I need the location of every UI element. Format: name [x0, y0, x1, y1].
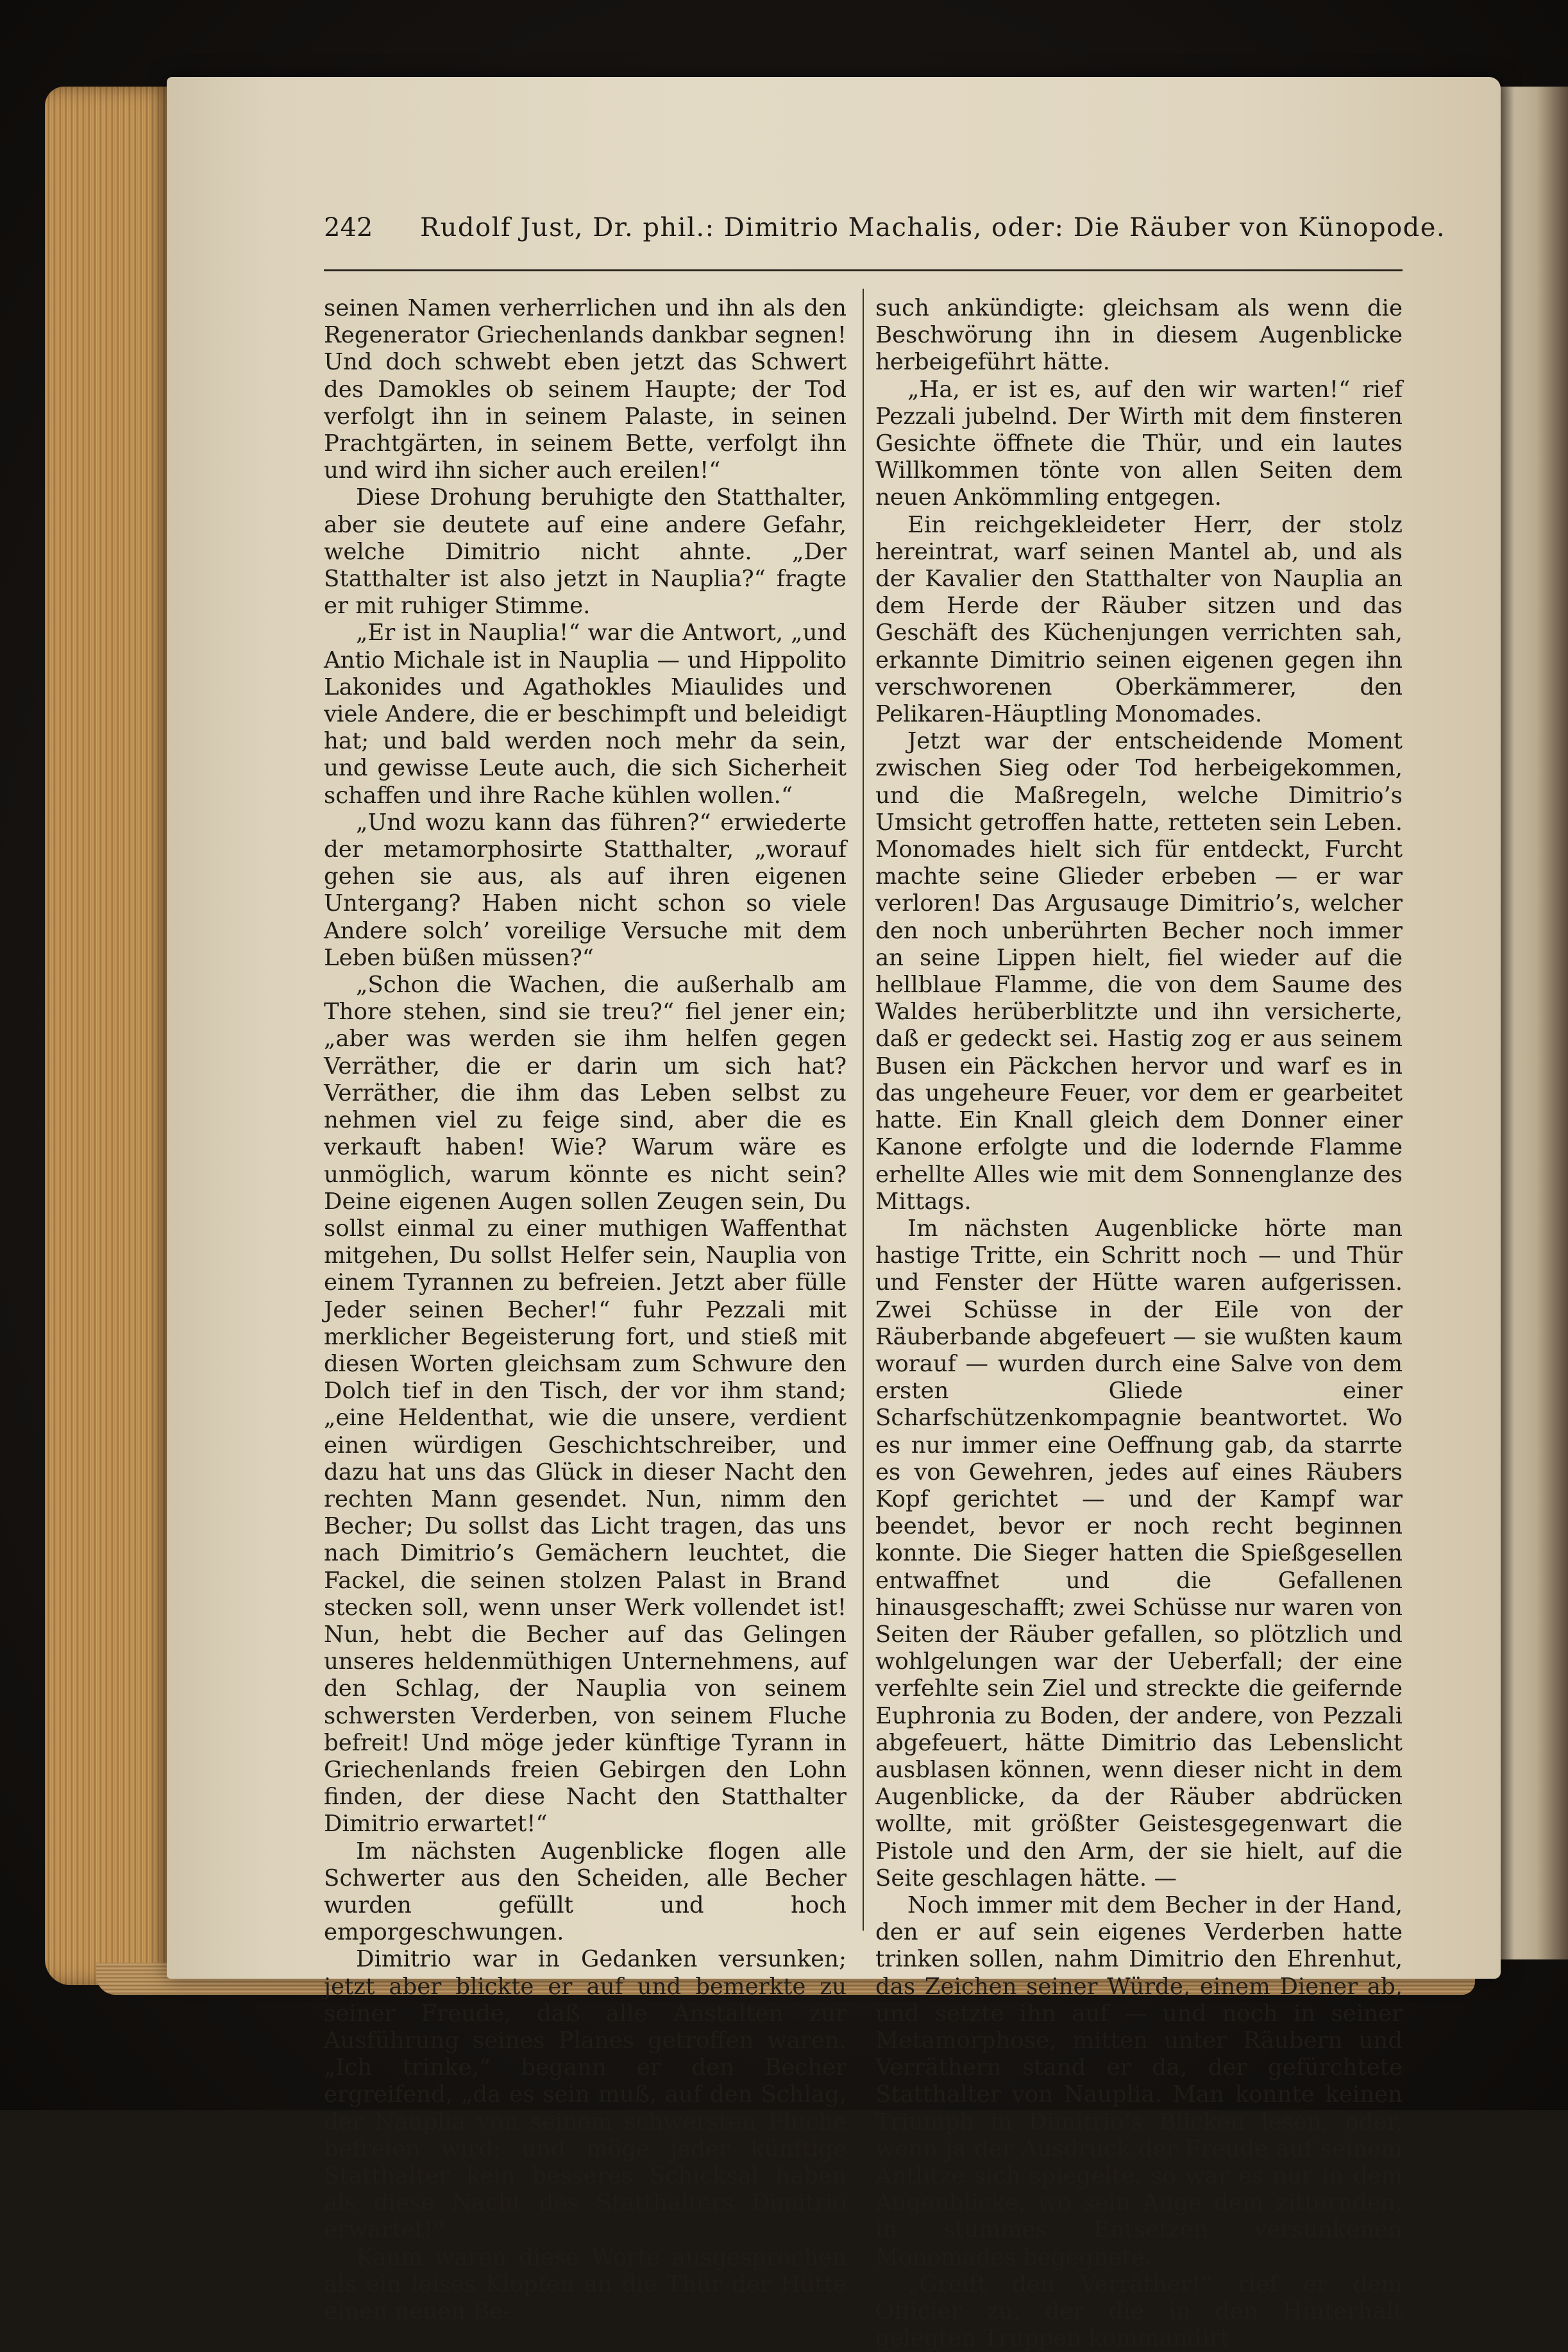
paragraph: Im nächsten Augenblicke flogen alle Schwerter aus den Scheiden, alle Becher wurden gefüllt und hoch emporgeschwungen.: [324, 1838, 847, 1946]
running-title: Rudolf Just, Dr. phil.: Dimitrio Machalis, oder: Die Räuber von Künopode.: [420, 213, 1446, 242]
paragraph: Jetzt war der entscheidende Moment zwischen Sieg oder Tod herbeigekommen, und die Maßregeln, welche Dimitrio’s Umsicht getroffen hatte, retteten sein Leben. Monomades hielt sich für entdeckt, Furcht machte seine Glieder erbeben — er war verloren! Das Argusauge Dimitrio’s, welcher den noch unberührten Becher noch immer an seine Lippen hielt, fiel wieder auf die hellblaue Flamme, die von dem Saume des Waldes herüberblitzte und ihn versicherte, daß er gedeckt sei. Hastig zog er aus seinem Busen ein Päckchen hervor und warf es in das ungeheure Feuer, vor dem er gearbeitet hatte. Ein Knall gleich dem Donner einer Kanone erfolgte und die lodernde Flamme erhellte Alles wie mit dem Sonnenglanze des Mittags.: [875, 728, 1403, 1215]
paragraph: „Und wozu kann das führen?“ erwiederte der metamorphosirte Statthalter, „worauf gehen sie aus, als auf ihren eigenen Untergang? Haben nicht schon so viele Andere solch’ voreilige Versuche mit dem Leben büßen müssen?“: [324, 809, 847, 971]
paragraph: Noch immer mit dem Becher in der Hand, den er auf sein eigenes Verderben hatte trinken sollen, nahm Dimitrio den Ehrenhut, das Zeichen seiner Würde, einem Diener ab, und setzte ihn auf — und noch in seiner Metamorphose, mitten unter Räubern und Verräthern stand er da, der gefürchtete Statthalter von Nauplia. Man konnte keinen Triumph in Dimitrio’s Blicken lesen, oder, wenn ja der Ausdruck der Freude auf seinem Antlitze sich spiegelte, so war es nur in dem Augenblicke, wo sein Auge dem zitternden, in stummes Entsetzen versunkenen Monomades begegnete.: [875, 1891, 1403, 2271]
paragraph: Diese Drohung beruhigte den Statthalter, aber sie deutete auf eine andere Gefahr, welche Dimitrio nicht ahnte. „Der Statthalter ist also jetzt in Nauplia?“ fragte er mit ruhiger Stimme.: [324, 484, 847, 620]
column-divider: [863, 289, 864, 1931]
paragraph: Kaum waren diese Worte ausgesprochen als ein leises Klopfen an die Thür der Hütte einen neuen Be-: [324, 2244, 847, 2325]
paragraph: Dimitrio war in Gedanken versunken; jetzt aber blickte er auf und bemerkte zu seiner Freude, daß alle Anstalten zur Ausführung seines Planes getroffen waren. „Ich trinke,“ begann er den Becher ergreifend, „da es sein muß, auf den Schlag, der Nauplia von seinem schwersten Fluche befreien wird; und möge jeder künftige Statthalter kein besseres Schicksal haben als diese Nacht des Statthalters Dimitrio erwartet!“: [324, 1946, 847, 2244]
book-page-edges: [45, 87, 180, 1985]
paragraph: seinen Namen verherrlichen und ihn als den Regenerator Griechenlands dankbar segnen! Und doch schwebt eben jetzt das Schwert des Damokles ob seinem Haupte; der Tod verfolgt ihn in seinem Palaste, in seinen Prachtgärten, in seinem Bette, verfolgt ihn und wird ihn sicher auch ereilen!“: [324, 295, 847, 484]
paragraph: „Greift den Verräther!“ rief er dem Officier zu, der die in den Hinterhalt gelegten Truppen kommandirt: [875, 2271, 1403, 2352]
paragraph: Ein reichgekleideter Herr, der stolz hereintrat, warf seinen Mantel ab, und als der Kavalier den Statthalter von Nauplia an dem Herde der Räuber sitzen und das Geschäft des Küchenjungen verrichten sah, erkannte Dimitrio seinen eigenen gegen ihn verschworenen Oberkämmerer, den Pelikaren-Häuptling Monomades.: [875, 511, 1403, 728]
page-number: 242: [324, 213, 373, 242]
facing-page-edge: [1491, 87, 1568, 1959]
paragraph: „Er ist in Nauplia!“ war die Antwort, „und Antio Michale ist in Nauplia — und Hippolito Lakonides und Agathokles Miaulides und viele Andere, die er beschimpft und beleidigt hat; und bald werden noch mehr da sein, und gewisse Leute auch, die sich Sicherheit schaffen und ihre Rache kühlen wollen.“: [324, 620, 847, 809]
paragraph: „Ha, er ist es, auf den wir warten!“ rief Pezzali jubelnd. Der Wirth mit dem finsteren Gesichte öffnete die Thür, und ein lautes Willkommen tönte von allen Seiten dem neuen Ankömmling entgegen.: [875, 376, 1403, 511]
header-rule: [324, 269, 1403, 271]
running-header: [324, 213, 1446, 251]
right-column: [875, 295, 1403, 2352]
paragraph: such ankündigte: gleichsam als wenn die Beschwörung ihn in diesem Augenblicke herbeigeführt hätte.: [875, 295, 1403, 376]
paragraph: Im nächsten Augenblicke hörte man hastige Tritte, ein Schritt noch — und Thür und Fenster der Hütte waren aufgerissen. Zwei Schüsse in der Eile von der Räuberbande abgefeuert — sie wußten kaum worauf — wurden durch eine Salve von dem ersten Gliede einer Scharfschützenkompagnie beantwortet. Wo es nur immer eine Oeffnung gab, da starrte es von Gewehren, jedes auf eines Räubers Kopf gerichtet — und der Kampf war beendet, bevor er noch recht beginnen konnte. Die Sieger hatten die Spießgesellen entwaffnet und die Gefallenen hinausgeschafft; zwei Schüsse nur waren von Seiten der Räuber gefallen, so plötzlich und wohlgelungen war der Ueberfall; der eine verfehlte sein Ziel und streckte die geifernde Euphronia zu Boden, der andere, von Pezzali abgefeuert, hätte Dimitrio das Lebenslicht ausblasen können, wenn dieser nicht in dem Augenblicke, da der Räuber abdrücken wollte, mit größter Geistesgegenwart die Pistole und den Arm, der sie hielt, auf die Seite geschlagen hätte. —: [875, 1215, 1403, 1891]
paragraph: „Schon die Wachen, die außerhalb am Thore stehen, sind sie treu?“ fiel jener ein; „aber was werden sie ihm helfen gegen Verräther, die er darin um sich hat? Verräther, die ihm das Leben selbst zu nehmen viel zu feige sind, aber die es verkauft haben! Wie? Warum wäre es unmöglich, warum könnte es nicht sein? Deine eigenen Augen sollen Zeugen sein, Du sollst einmal zu einer muthigen Waffenthat mitgehen, Du sollst Helfer sein, Nauplia von einem Tyrannen zu befreien. Jetzt aber fülle Jeder seinen Becher!“ fuhr Pezzali mit merklicher Begeisterung fort, und stieß mit diesen Worten gleichsam zum Schwure den Dolch tief in den Tisch, der vor ihm stand; „eine Heldenthat, wie die unsere, verdient einen würdigen Geschichtschreiber, und dazu hat uns das Glück in dieser Nacht den rechten Mann gesendet. Nun, nimm den Becher; Du sollst das Licht tragen, das uns nach Dimitrio’s Gemächern leuchtet, die Fackel, die seinen stolzen Palast in Brand stecken soll, wenn unser Werk vollendet ist! Nun, hebt die Becher auf das Gelingen unseres heldenmüthigen Unternehmens, auf den Schlag, der Nauplia von seinem schwersten Verderben, von seinem Fluche befreit! Und möge jeder künftige Tyrann in Griechenlands freien Gebirgen den Lohn finden, der diese Nacht den Statthalter Dimitrio erwartet!“: [324, 972, 847, 1838]
left-column: [324, 295, 847, 2325]
